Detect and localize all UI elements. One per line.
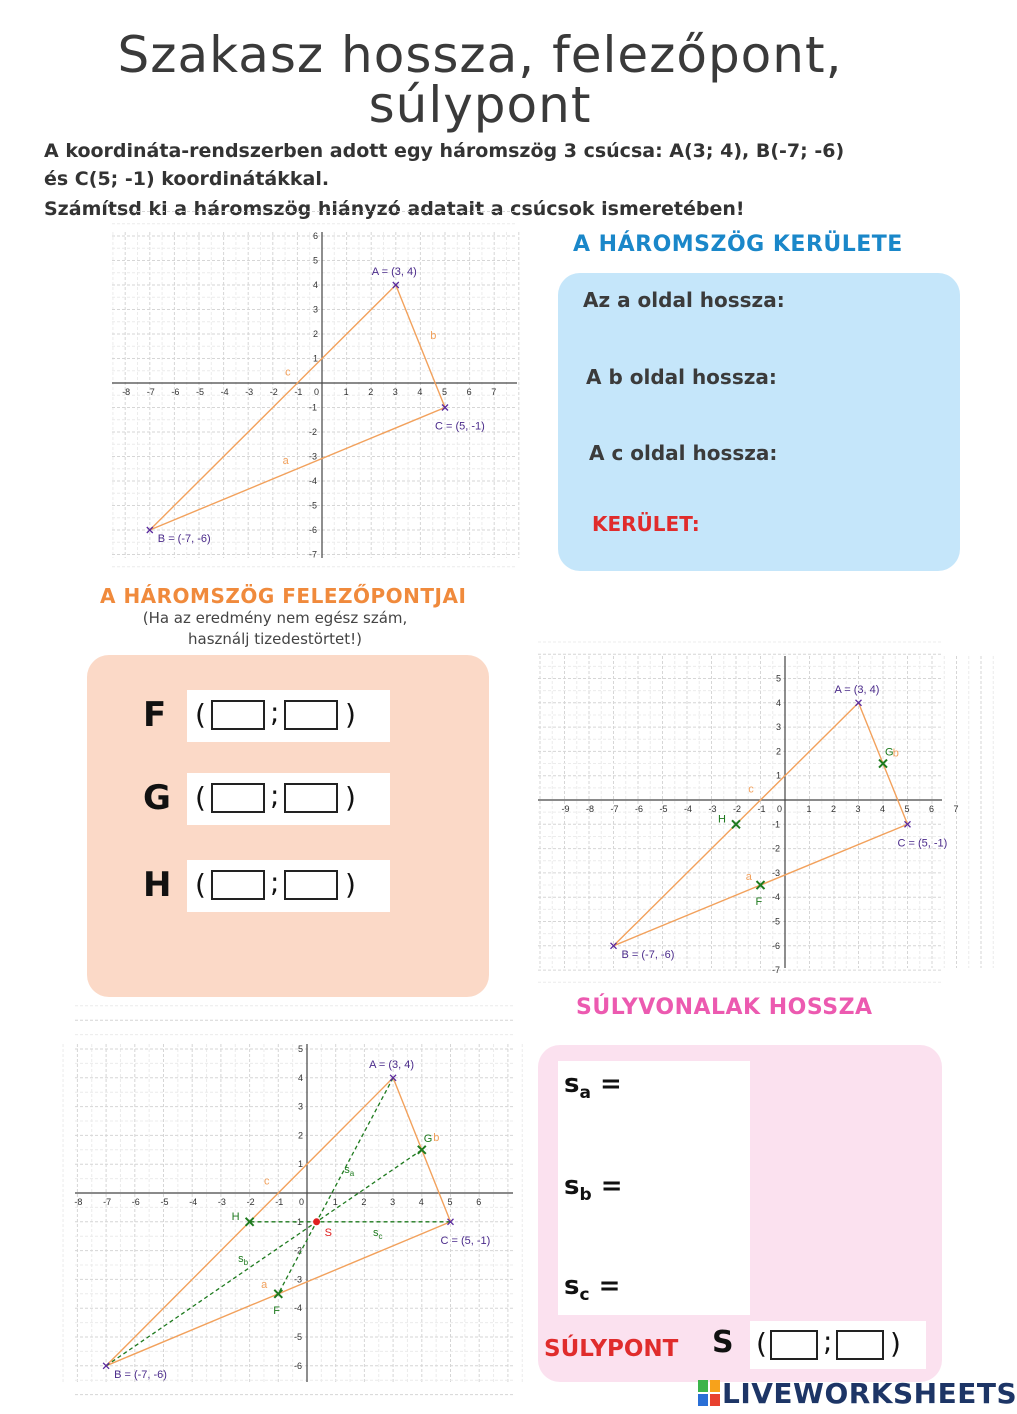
side-c-label: A c oldal hossza: — [589, 441, 778, 465]
y-tick-label: -6 — [309, 525, 318, 535]
x-tick-label: 6 — [466, 387, 472, 397]
x-tick-label: -6 — [171, 387, 180, 397]
x-tick-label: 0 — [299, 1197, 305, 1207]
midpoint-f-label: F — [755, 896, 763, 909]
page-title-line2: súlypont — [368, 76, 592, 134]
midpoint-g-coords — [187, 773, 390, 825]
midpoint-f-x-input[interactable] — [211, 700, 265, 730]
x-tick-label: 2 — [361, 1197, 367, 1207]
y-tick-label: -2 — [309, 427, 318, 437]
median-sa-label: $s_a$ — [344, 1163, 355, 1178]
y-tick-label: 3 — [776, 722, 782, 733]
y-tick-label: -3 — [309, 451, 318, 462]
midpoints-note-line2: használj tizedestörtet!) — [188, 630, 362, 648]
y-tick-label: 1 — [776, 770, 782, 781]
semicolon: ; — [270, 696, 280, 729]
midpoints-note — [110, 608, 440, 650]
y-tick-label: -6 — [772, 940, 781, 951]
y-tick-label: 2 — [313, 329, 319, 339]
x-tick-label: -2 — [269, 387, 278, 397]
medians-heading: SÚLYVONALAK HOSSZA — [576, 995, 873, 1020]
median-sb-label: $s_b$ = — [564, 1171, 623, 1206]
side-b-label: b — [433, 1132, 440, 1145]
perimeter-panel — [558, 273, 960, 571]
y-tick-label: -4 — [772, 892, 781, 903]
centroid-point — [313, 1218, 320, 1225]
y-tick-label: 3 — [313, 304, 319, 315]
side-b-label: b — [430, 329, 437, 342]
x-tick-label: -6 — [635, 804, 644, 814]
y-tick-label: -2 — [772, 843, 781, 854]
x-tick-label: -8 — [74, 1197, 83, 1207]
semicolon: ; — [270, 779, 280, 812]
y-tick-label: -7 — [309, 549, 318, 560]
side-c-label: c — [263, 1175, 270, 1188]
centroid-letter: S — [712, 1325, 734, 1360]
midpoint-h-y-input[interactable] — [284, 870, 338, 900]
median-sb-label: $s_b$ — [238, 1253, 249, 1268]
x-tick-label: -3 — [245, 387, 254, 397]
x-tick-label: -9 — [561, 804, 570, 814]
open-paren: ( — [195, 868, 206, 901]
open-paren: ( — [756, 1327, 767, 1360]
y-tick-label: -7 — [772, 965, 781, 976]
side-a-label: a — [745, 871, 752, 884]
median-answer-area — [558, 1061, 750, 1315]
x-tick-label: -3 — [217, 1197, 226, 1207]
midpoint-f-letter: F — [143, 695, 167, 735]
y-tick-label: -5 — [294, 1332, 303, 1342]
x-tick-label: 0 — [314, 387, 320, 397]
median-sc-label: $s_c$ — [373, 1227, 383, 1242]
x-tick-label: 5 — [447, 1197, 453, 1207]
x-tick-label: 2 — [831, 804, 837, 814]
y-tick-label: -3 — [294, 1274, 303, 1285]
perimeter-heading: A HÁROMSZÖG KERÜLETE — [573, 232, 903, 257]
vertex-b-label: B = (-7, -6) — [157, 533, 211, 545]
y-tick-label: -1 — [772, 819, 781, 830]
y-tick-label: 2 — [298, 1130, 304, 1141]
y-tick-label: -1 — [294, 1216, 303, 1227]
y-tick-label: 5 — [298, 1044, 304, 1054]
x-tick-label: -4 — [189, 1197, 198, 1207]
x-tick-label: -8 — [122, 387, 131, 397]
centroid-x-input[interactable] — [770, 1330, 818, 1360]
side-b-label: b — [892, 747, 899, 760]
vertex-b-label: B = (-7, -6) — [114, 1368, 167, 1381]
midpoint-f-y-input[interactable] — [284, 700, 338, 730]
close-paren: ) — [345, 781, 356, 814]
x-tick-label: 6 — [929, 804, 935, 814]
y-tick-label: 4 — [313, 280, 319, 290]
y-tick-label: -3 — [772, 867, 781, 878]
vertex-b-marker — [103, 1363, 109, 1369]
y-tick-label: -2 — [294, 1245, 303, 1256]
y-tick-label: 4 — [776, 697, 782, 708]
x-tick-label: 7 — [953, 804, 959, 814]
side-c-label: c — [748, 783, 754, 796]
x-tick-label: -5 — [196, 387, 205, 397]
y-tick-label: 5 — [776, 673, 782, 684]
intro-line3: Számítsd ki a háromszög hiányzó adatait a csúcsok ismeretében! — [44, 198, 745, 220]
x-tick-label: 0 — [777, 804, 783, 814]
x-tick-label: 3 — [855, 804, 861, 814]
midpoints-heading: A HÁROMSZÖG FELEZŐPONTJAI — [100, 584, 467, 608]
y-tick-label: -1 — [309, 402, 318, 413]
y-tick-label: -4 — [294, 1303, 303, 1314]
side-a-label: a — [282, 454, 289, 467]
x-tick-label: -7 — [610, 804, 619, 814]
x-tick-label: -1 — [275, 1197, 284, 1207]
x-tick-label: -2 — [733, 804, 742, 814]
midpoints-note-line1: (Ha az eredmény nem egész szám, — [142, 609, 408, 627]
midpoint-h-letter: H — [143, 865, 172, 905]
vertex-c-label: C = (5, -1) — [897, 837, 948, 850]
triangle-graph — [112, 232, 517, 558]
semicolon: ; — [270, 866, 280, 899]
x-tick-label: 1 — [806, 804, 812, 814]
semicolon: ; — [823, 1325, 833, 1358]
midpoints-graph — [538, 656, 959, 976]
y-tick-label: -5 — [772, 916, 781, 927]
y-tick-label: 5 — [313, 255, 319, 266]
vertex-c-label: C = (5, -1) — [440, 1234, 491, 1247]
side-a-label: a — [261, 1279, 268, 1292]
close-paren: ) — [345, 868, 356, 901]
midpoint-g-x-input[interactable] — [211, 783, 265, 813]
x-tick-label: -8 — [586, 804, 595, 814]
centroid-label: SÚLYPONT — [544, 1336, 679, 1362]
page-title-line1: Szakasz hossza, felezőpont, — [117, 26, 843, 84]
x-tick-label: -5 — [659, 804, 668, 814]
centroid-coords — [750, 1321, 926, 1369]
x-tick-label: -2 — [246, 1197, 255, 1207]
x-tick-label: 5 — [442, 387, 448, 397]
midpoint-f-label: F — [273, 1304, 281, 1317]
midpoint-g-label: G — [885, 746, 894, 759]
open-paren: ( — [195, 781, 206, 814]
y-tick-label: -4 — [309, 476, 318, 486]
y-tick-label: -6 — [294, 1360, 303, 1371]
perimeter-total-label: KERÜLET: — [592, 512, 700, 536]
y-tick-label: 4 — [298, 1072, 304, 1083]
y-tick-label: 1 — [313, 353, 319, 364]
x-tick-label: 3 — [390, 1197, 396, 1207]
y-tick-label: 3 — [298, 1101, 304, 1112]
x-tick-label: 5 — [904, 804, 910, 814]
vertex-a-label: A = (3, 4) — [834, 683, 880, 696]
liveworksheets-logo-icon — [698, 1380, 720, 1406]
midpoint-g-label: G — [423, 1132, 433, 1145]
x-tick-label: 4 — [418, 1197, 424, 1207]
median-sc-label: $s_c$ = — [564, 1271, 621, 1306]
y-tick-label: -5 — [309, 500, 318, 511]
midpoint-h-label: H — [718, 813, 726, 826]
side-a-label: Az a oldal hossza: — [583, 288, 785, 312]
x-tick-label: -7 — [146, 387, 155, 397]
vertex-c-label: C = (5, -1) — [435, 420, 485, 433]
intro-line1: A koordináta-rendszerben adott egy háromszög 3 csúcsa: A(3; 4), B(-7; -6) — [44, 140, 845, 162]
intro-line2: és C(5; -1) koordinátákkal. — [44, 168, 330, 190]
side-c-label: c — [285, 366, 291, 379]
x-tick-label: -5 — [160, 1197, 169, 1207]
x-tick-label: -4 — [684, 804, 693, 814]
close-paren: ) — [345, 698, 356, 731]
side-b-label: A b oldal hossza: — [586, 365, 777, 389]
y-tick-label: 1 — [298, 1159, 304, 1170]
x-tick-label: 4 — [880, 804, 886, 814]
x-tick-label: -3 — [708, 804, 717, 814]
median-sa-label: $s_a$ = — [564, 1069, 622, 1104]
x-tick-label: -1 — [294, 387, 303, 397]
y-tick-label: 2 — [776, 746, 782, 757]
x-tick-label: 4 — [417, 387, 423, 397]
x-tick-label: 1 — [343, 387, 349, 397]
x-tick-label: 6 — [476, 1197, 482, 1207]
medians-graph — [75, 1044, 513, 1382]
vertex-a-label: A = (3, 4) — [371, 266, 417, 278]
midpoint-h-label: H — [231, 1210, 240, 1223]
midpoint-g-y-input[interactable] — [284, 783, 338, 813]
x-tick-label: 7 — [491, 387, 497, 397]
x-tick-label: 2 — [368, 387, 374, 397]
close-paren: ) — [890, 1327, 901, 1360]
vertex-b-label: B = (-7, -6) — [621, 948, 675, 961]
midpoint-h-x-input[interactable] — [211, 870, 265, 900]
open-paren: ( — [195, 698, 206, 731]
midpoint-g-letter: G — [143, 778, 171, 818]
centroid-y-input[interactable] — [836, 1330, 884, 1360]
midpoint-h-coords — [187, 860, 390, 912]
vertex-a-label: A = (3, 4) — [369, 1058, 415, 1071]
x-tick-label: -4 — [220, 387, 229, 397]
footer-brand: LIVEWORKSHEETS — [722, 1377, 1017, 1410]
x-tick-label: 1 — [332, 1197, 338, 1207]
x-tick-label: -6 — [131, 1197, 140, 1207]
y-tick-label: 6 — [313, 231, 319, 241]
midpoint-f-coords — [187, 690, 390, 742]
x-tick-label: -1 — [757, 804, 766, 814]
x-tick-label: -7 — [103, 1197, 112, 1207]
centroid-label: S — [324, 1226, 332, 1239]
x-tick-label: 3 — [392, 387, 398, 397]
